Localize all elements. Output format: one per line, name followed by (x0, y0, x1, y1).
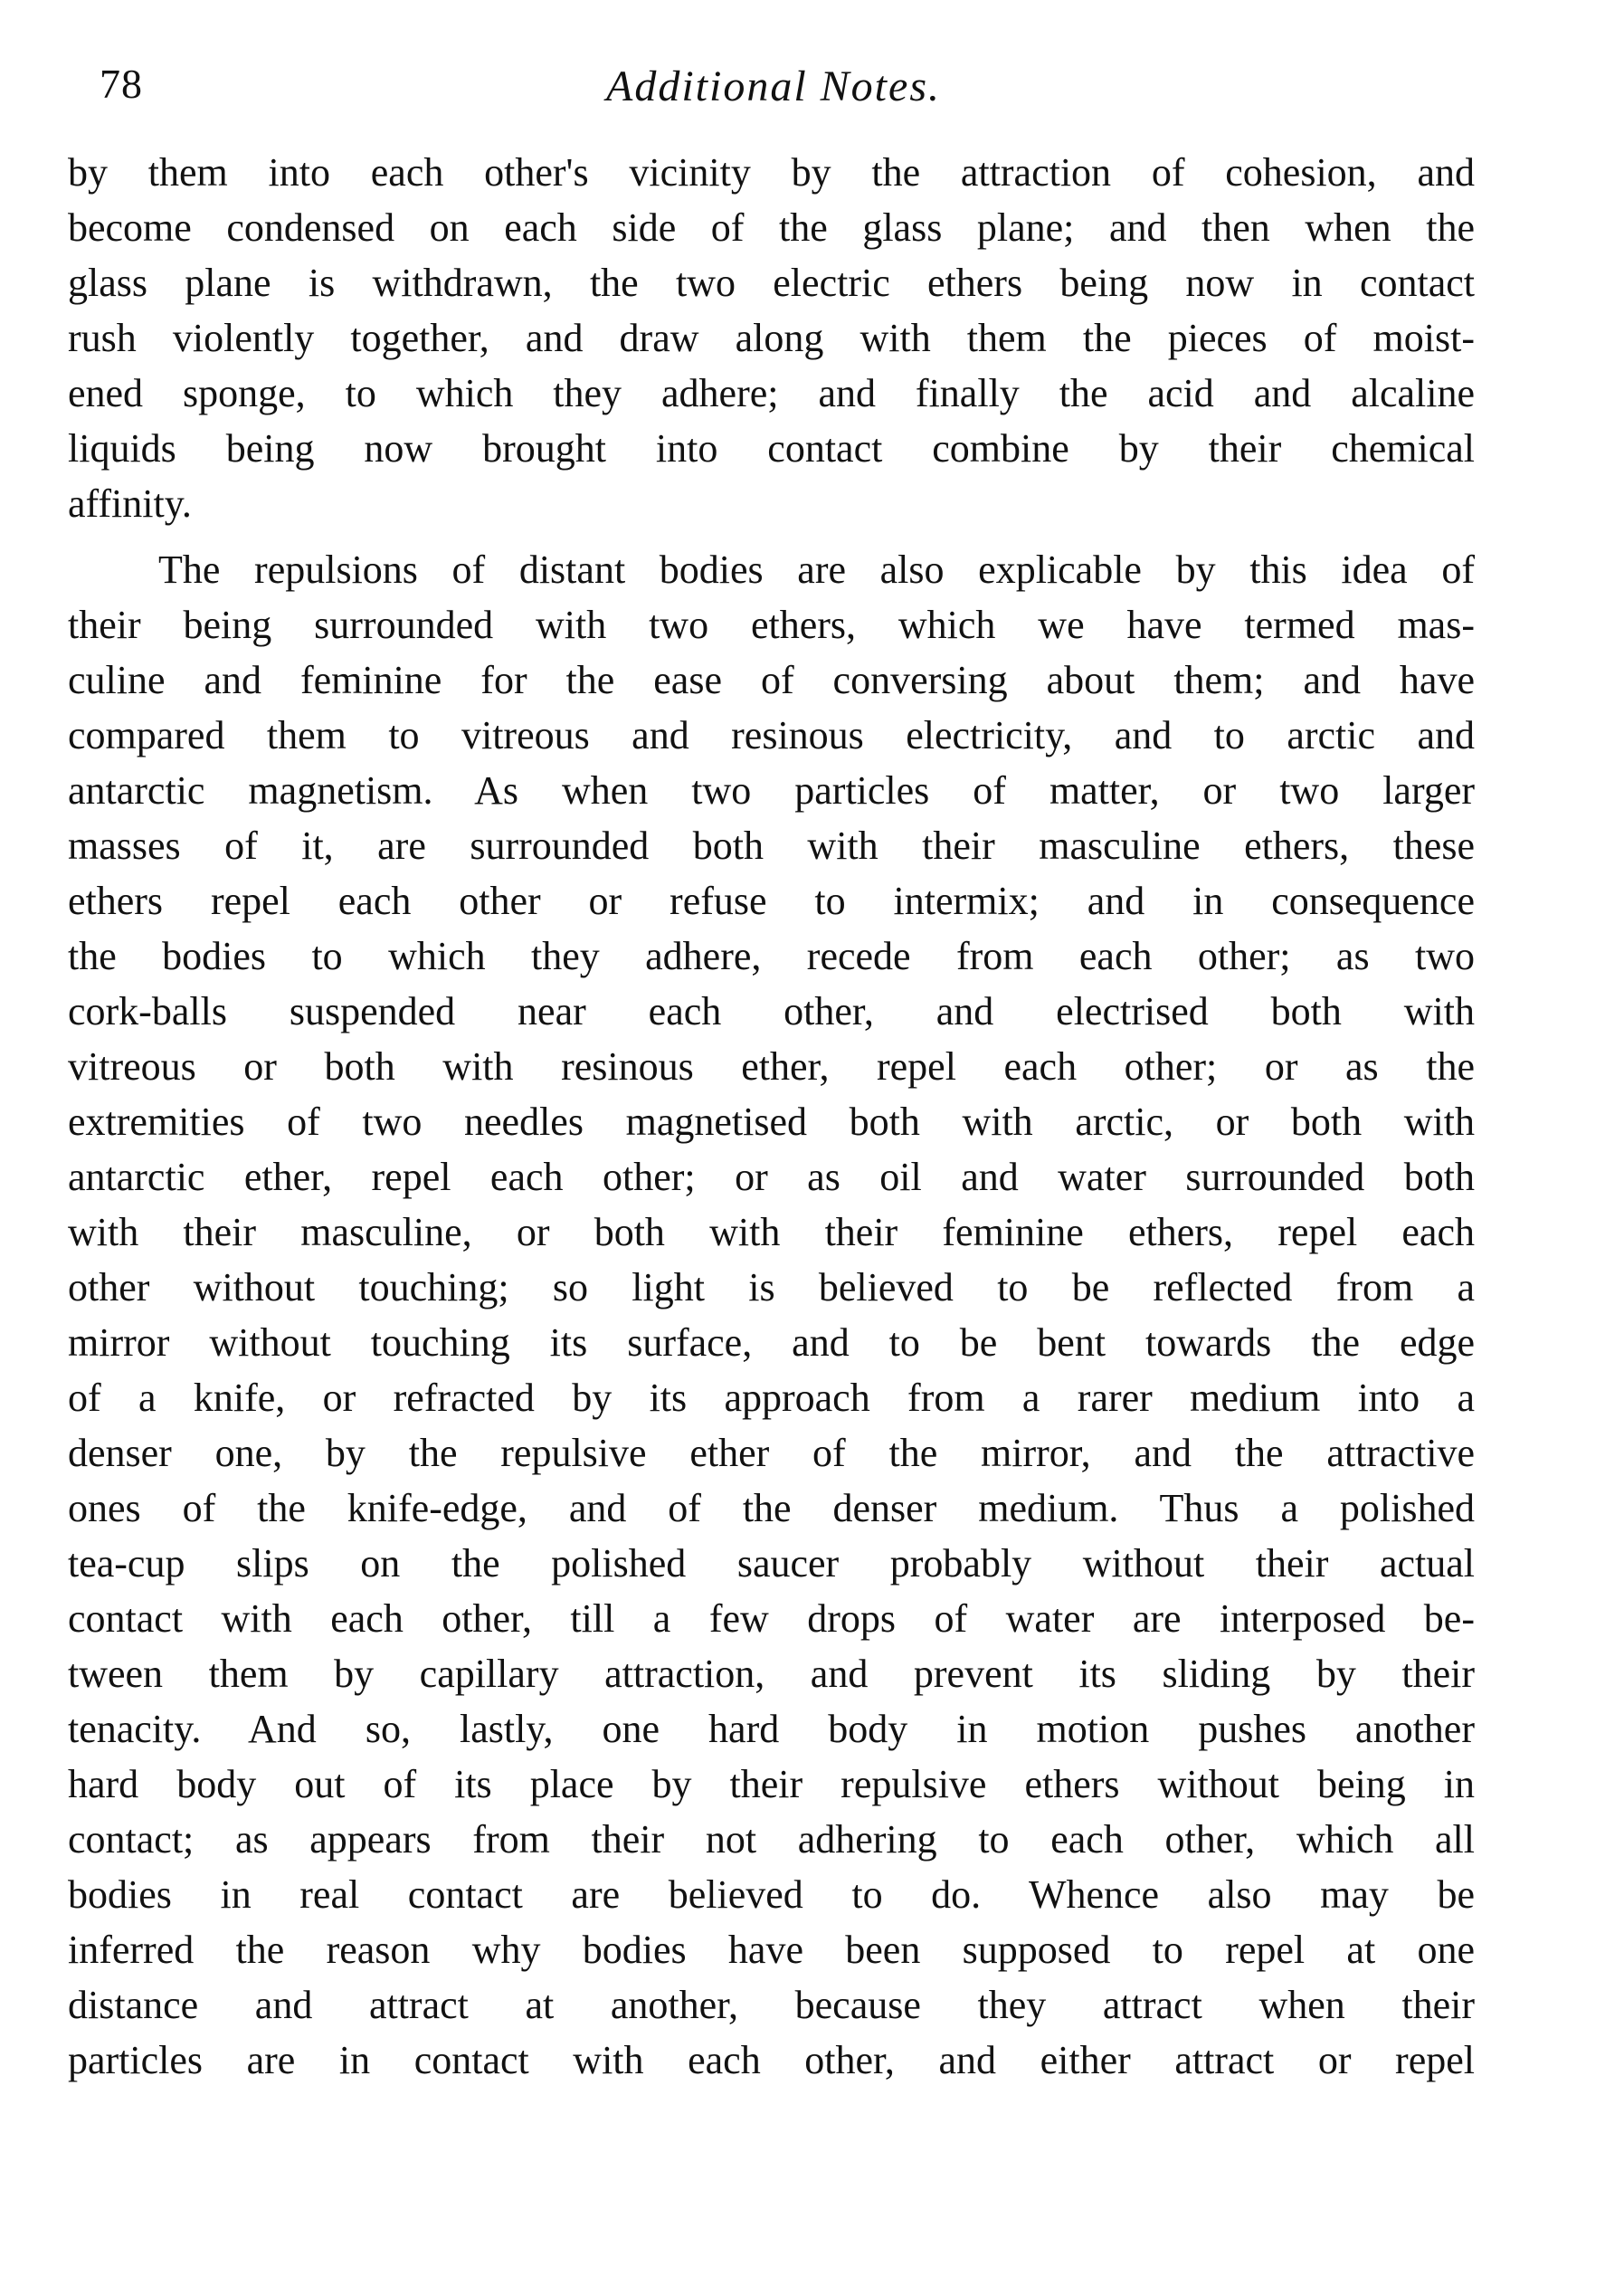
text-line: ethers repel each other or refuse to intermix; and in consequence (68, 879, 1475, 923)
text-line: contact; as appears from their not adhering to each other, which all (68, 1817, 1475, 1862)
text-line: inferred the reason why bodies have been supposed to repel at one (68, 1928, 1475, 1972)
text-line: by them into each other's vicinity by the attraction of cohesion, and (68, 150, 1475, 195)
text-line: mirror without touching its surface, and to be bent towards the edge (68, 1320, 1475, 1365)
paragraph-gap (68, 531, 1475, 542)
text-line: become condensed on each side of the glass plane; and then when the (68, 205, 1475, 250)
text-line: tenacity. And so, lastly, one hard body in motion pushes another (68, 1707, 1475, 1751)
text-line: ones of the knife-edge, and of the denser medium. Thus a polished (68, 1486, 1475, 1530)
text-line: cork-balls suspended near each other, and electrised both with (68, 989, 1475, 1033)
text-line: bodies in real contact are believed to do. Whence also may be (68, 1872, 1475, 1917)
paragraph-2 (68, 542, 1475, 2088)
text-line: vitreous or both with resinous ether, repel each other; or as the (68, 1044, 1475, 1089)
running-title: Additional Notes. (606, 62, 941, 110)
text-line: glass plane is withdrawn, the two electric ethers being now in contact (68, 261, 1475, 305)
text-line: masses of it, are surrounded both with their masculine ethers, these (68, 824, 1475, 868)
text-line: distance and attract at another, because they attract when their (68, 1983, 1475, 2027)
text-line: ened sponge, to which they adhere; and finally the acid and alcaline (68, 371, 1475, 415)
text-line: tween them by capillary attraction, and prevent its sliding by their (68, 1652, 1475, 1696)
text-line: tea-cup slips on the polished saucer probably without their actual (68, 1541, 1475, 1586)
text-line: extremities of two needles magnetised both with arctic, or both with (68, 1100, 1475, 1144)
page-header (100, 56, 1457, 129)
text-line: compared them to vitreous and resinous electricity, and to arctic and (68, 713, 1475, 757)
text-line: antarctic ether, repel each other; or as oil and water surrounded both (68, 1155, 1475, 1199)
text-line: affinity. (68, 481, 192, 526)
body-text (68, 145, 1475, 2088)
text-line: culine and feminine for the ease of conversing about them; and have (68, 658, 1475, 702)
paragraph-1 (68, 145, 1475, 531)
text-line: denser one, by the repulsive ether of the mirror, and the attractive (68, 1431, 1475, 1475)
text-line: other without touching; so light is believed to be reflected from a (68, 1265, 1475, 1309)
text-line: liquids being now brought into contact combine by their chemical (68, 426, 1475, 471)
text-line: of a knife, or refracted by its approach from a rarer medium into a (68, 1376, 1475, 1420)
text-line: with their masculine, or both with their feminine ethers, repel each (68, 1210, 1475, 1254)
text-line: the bodies to which they adhere, recede from each other; as two (68, 934, 1475, 978)
text-line: particles are in contact with each other, and either attract or repel (68, 2038, 1475, 2082)
text-line: The repulsions of distant bodies are also explicable by this idea of (158, 548, 1475, 592)
text-line: antarctic magnetism. As when two particles of matter, or two larger (68, 768, 1475, 813)
page-number: 78 (100, 61, 143, 107)
text-line: contact with each other, till a few drops of water are interposed be- (68, 1596, 1475, 1641)
text-line: hard body out of its place by their repulsive ethers without being in (68, 1762, 1475, 1806)
text-line: their being surrounded with two ethers, which we have termed mas- (68, 603, 1475, 647)
text-line: rush violently together, and draw along with them the pieces of moist- (68, 316, 1475, 360)
